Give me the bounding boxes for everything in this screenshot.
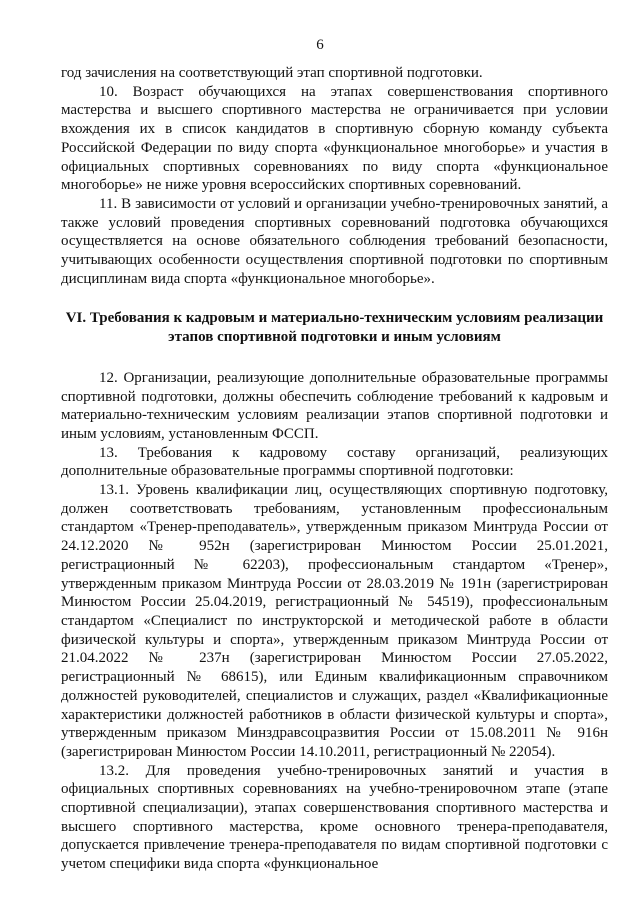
paragraph-11: 11. В зависимости от условий и организации учебно-тренировочных занятий, а также условий проведения спортивных соревнований подготовка обучающихся осуществляется на основе обязательного соблюдения требований безопасности, учитывающих особенности осуществления спортивной подготовки по спортивным дисциплинам вида спорта «функциональное многоборье». [61,195,608,287]
section-heading: VI. Требования к кадровым и материально-техническим условиям реализации этапов спортивной подготовки и иным условиям [65,310,604,346]
paragraph-10: 10. Возраст обучающихся на этапах совершенствования спортивного мастерства и высшего спортивного мастерства не ограничивается при условии вхождения их в список кандидатов в спортивную сборную команду субъекта Российской Федерации по виду спорта «функциональное многоборье» и участия в официальных спортивных соревнованиях по виду спорта «функциональное многоборье» не ниже уровня всероссийских спортивных соревнований. [61,83,608,194]
paragraph-13-2: 13.2. Для проведения учебно-тренировочных занятий и участия в официальных спортивных соревнованиях на учебно-тренировочном этапе (этапе спортивной специализации), этапах совершенствования спортивного мастерства и высшего спортивного мастерства, кроме основного тренера-преподавателя, допускается привлечение тренера-преподавателя по видам спортивной подготовки с учетом специфики вида спорта «функциональное [61,762,608,873]
paragraph-continuation: год зачисления на соответствующий этап спортивной подготовки. [61,65,483,81]
document-body [61,64,608,874]
paragraph-12: 12. Организации, реализующие дополнительные образовательные программы спортивной подготовки, должны обеспечить соблюдение требований к кадровым и материально-техническим условиям реализации этапов спортивной подготовки и иным условиям, установленным ФССП. [61,369,608,442]
paragraph-13-1: 13.1. Уровень квалификации лиц, осуществляющих спортивную подготовку, должен соответствовать требованиям, установленным профессиональным стандартом «Тренер-преподаватель», утвержденным приказом Минтруда России от 24.12.2020 № 952н (зарегистрирован Минюстом России 25.01.2021, регистрационный № 62203), профессиональным стандартом «Тренер», утвержденным приказом Минтруда России от 28.03.2019 № 191н (зарегистрирован Минюстом России 25.04.2019, регистрационный № 54519), профессиональным стандартом «Специалист по инструкторской и методической работе в области физической культуры и спорта», утвержденным приказом Минтруда России от 21.04.2022 № 237н (зарегистрирован Минюстом России 27.05.2022, регистрационный № 68615), или Единым квалификационным справочником должностей руководителей, специалистов и служащих, раздел «Квалификационные характеристики должностей работников в области физической культуры и спорта», утвержденным приказом Минздравсоцразвития России от 15.08.2011 № 916н (зарегистрирован Минюстом России 14.10.2011, регистрационный № 22054). [61,482,608,760]
page-number: 6 [316,37,324,53]
paragraph-13: 13. Требования к кадровому составу организаций, реализующих дополнительные образовательные программы спортивной подготовки: [61,444,608,480]
